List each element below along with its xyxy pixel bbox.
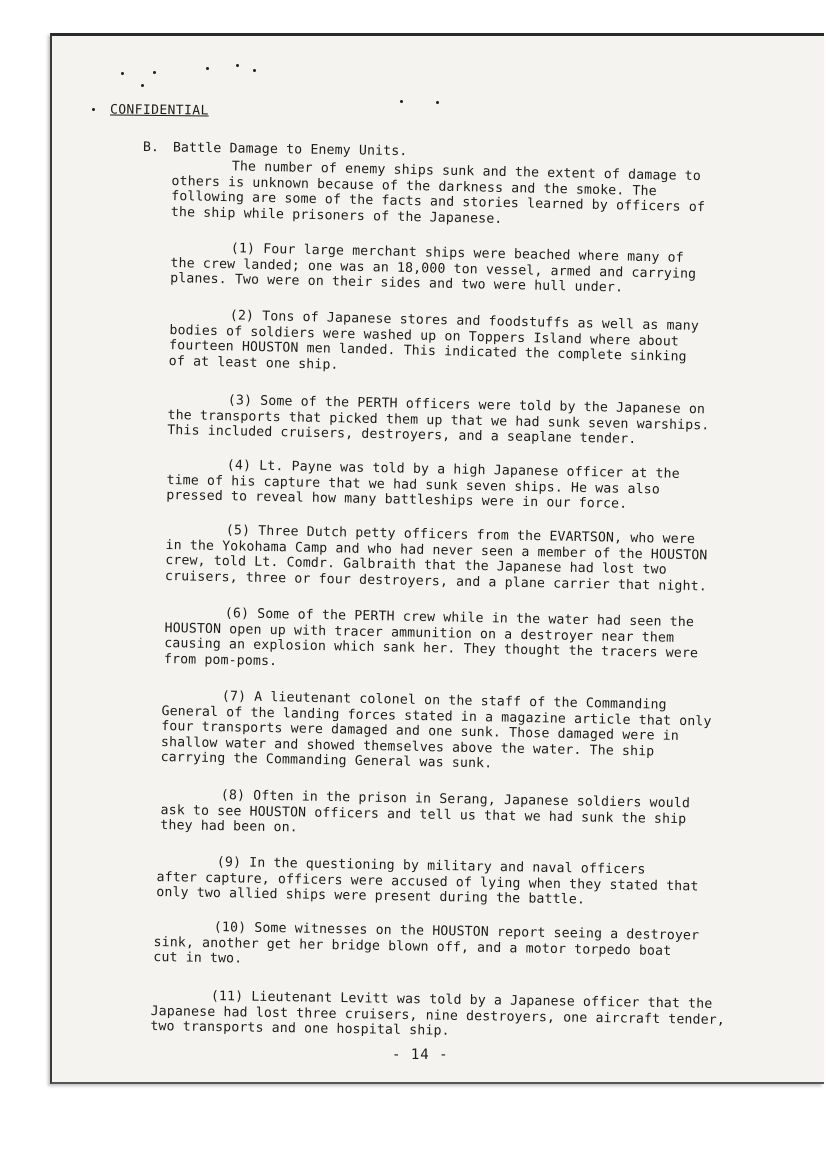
paragraph-label: (9) <box>216 855 242 871</box>
paragraph-text: In the questioning by military and naval officers after capture, officers were accused of lying when they stated that only two allied ships were present during the battle. <box>156 855 699 908</box>
paragraph-text: The number of enemy ships sunk and the extent of damage to others is unknown because of the darkness and the smoke. The following are some of the facts and stories learned by officers of the ship while prisoners of the Japanese. <box>170 159 706 227</box>
section-title: Battle Damage to Enemy Units. <box>172 140 408 160</box>
paragraph-text: Tons of Japanese stores and foodstuffs as well as many bodies of soldiers were washed up on Toppers Island where about fourteen HOUSTON men landed. This indicated the complete sinking of at least one ship. <box>168 309 700 373</box>
paragraph-label: (10) <box>213 920 247 936</box>
ink-speck <box>206 67 209 70</box>
ink-speck <box>121 72 124 75</box>
paragraph-11 <box>150 988 725 1044</box>
paragraph-label: (8) <box>220 788 246 804</box>
paragraph-9 <box>156 854 699 910</box>
paragraph-text: Lt. Payne was told by a high Japanese officer at the time of his capture that we had sunk seven ships. He was also pressed to reveal how many battleships were in our force. <box>166 458 680 513</box>
paragraph-5 <box>165 522 708 595</box>
paragraph-8 <box>160 787 690 843</box>
paragraph-text: Three Dutch petty officers from the EVARTSON, who were in the Yokohama Camp and who had never seen a member of the HOUSTON crew, told Lt. Comdr. Galbraith that the Japanese had lost two cruisers, three or four destroyers, and a plane carrier that night. <box>164 523 708 595</box>
paragraph-label: (5) <box>225 523 251 539</box>
ink-speck <box>253 69 256 72</box>
paragraph-7 <box>161 688 712 777</box>
ink-speck <box>153 71 156 74</box>
paragraph-2 <box>169 307 699 381</box>
paragraph-label: (7) <box>221 689 247 705</box>
paragraph-text: Some of the PERTH crew while in the water had seen the HOUSTON open up with tracer ammunition on a destroyer near them causing an explosion which sank her. They thought the tracers were from pom-poms. <box>163 606 699 669</box>
paragraph-label: (4) <box>226 458 252 474</box>
paragraph-4 <box>166 457 680 514</box>
paragraph-label: (3) <box>227 393 253 409</box>
paragraph-10 <box>153 919 699 975</box>
ink-speck <box>236 64 239 67</box>
paragraph-text: A lieutenant colonel on the staff of the Commanding General of the landing forces stated in a magazine article that only four transports were damaged and one sunk. Those damaged were in shallow water and showed themselves above the water. The ship carrying the Commanding General was sunk. <box>160 689 712 772</box>
paragraph-text: Some witnesses on the HOUSTON report seeing a destroyer sink, another get her bridge blown off, and a motor torpedo boat cut in two. <box>153 920 700 967</box>
page-number: - 14 - <box>392 1047 449 1063</box>
paragraph-6 <box>164 605 699 678</box>
paragraph-1 <box>170 240 697 298</box>
paragraph-text: Four large merchant ships were beached where many of the crew landed; one was an 18,000 ton vessel, armed and carrying planes. Two were on their sides and two were hull under. <box>170 241 697 296</box>
ink-speck <box>400 100 403 103</box>
ink-speck <box>141 84 144 87</box>
paragraph-label: (6) <box>224 606 250 622</box>
intro-paragraph <box>171 158 706 232</box>
paragraph-3 <box>167 392 710 449</box>
section-heading <box>143 140 408 159</box>
ink-speck <box>92 108 95 111</box>
paragraph-label: (1) <box>230 241 256 257</box>
paragraph-text: Often in the prison in Serang, Japanese soldiers would ask to see HOUSTON officers and tell us that we had sunk the ship they had been on. <box>160 788 691 836</box>
section-letter: B. <box>142 140 160 156</box>
paragraph-label: (11) <box>210 988 244 1005</box>
paragraph-text: Lieutenant Levitt was told by a Japanese officer that the Japanese had lost three cruisers, nine destroyers, one aircraft tender, two transports and one hospital ship. <box>150 989 726 1039</box>
ink-speck <box>436 101 439 104</box>
paragraph-label: (2) <box>229 308 255 324</box>
paragraph-text: Some of the PERTH officers were told by the Japanese on the transports that picked them up that we had sunk seven warships. This included cruisers, destroyers, and a seaplane tender. <box>167 393 710 448</box>
classification-marking: CONFIDENTIAL <box>109 102 209 119</box>
